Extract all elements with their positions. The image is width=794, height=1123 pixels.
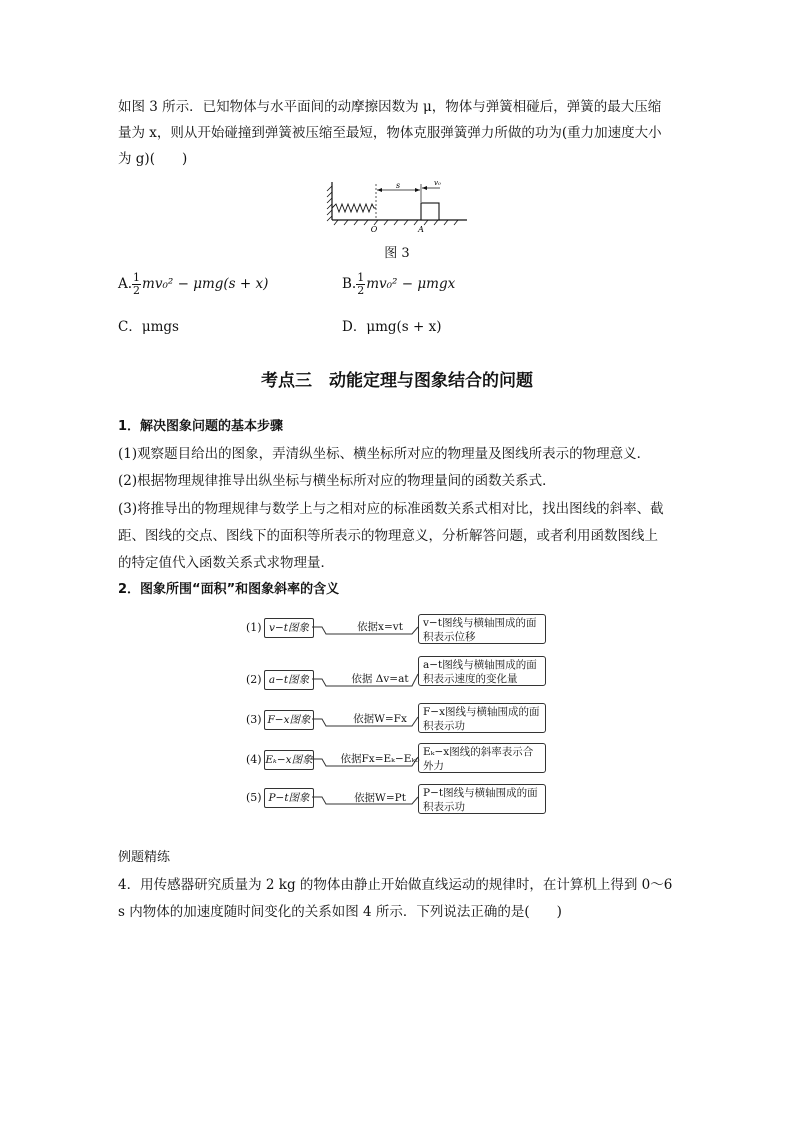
option-b[interactable]: B. $\frac{1}{2}$ mv₀² − μmgx xyxy=(342,271,456,297)
option-a[interactable]: A. $\frac{1}{2}$ mv₀² − μmg(s + x) xyxy=(118,271,269,297)
graph-type-box: P−t图象 xyxy=(264,788,314,808)
meaning-box: F−x图线与横轴围成的面积表示功 xyxy=(418,703,546,733)
point1-step3-line3: 的特定值代入函数关系式求物理量． xyxy=(118,555,334,571)
meaning-box: P−t图线与横轴围成的面积表示功 xyxy=(418,784,546,814)
q3-line-2: 量为 x，则从开始碰撞到弹簧被压缩至最短，物体克服弹簧弹力所做的功为(重力加速度大小 xyxy=(118,125,662,141)
meaning-box: v−t图线与横轴围成的面积表示位移 xyxy=(418,614,546,644)
label-O: O xyxy=(370,225,378,234)
block xyxy=(421,203,439,220)
q4-line-1: 4．用传感器研究质量为 2 kg 的物体由静止开始做直线运动的规律时，在计算机上得到 0～6 xyxy=(118,877,673,893)
diagram-row: (1) v−t图象 依据x=vt v−t图线与横轴围成的面积表示位移 xyxy=(246,614,552,644)
fraction-half: $\frac{1}{2}$ xyxy=(133,271,141,297)
diagram-row: (3) F−x图象 依据W=Fx F−x图线与横轴围成的面积表示功 xyxy=(246,703,552,733)
section-title: 考点三 动能定理与图象结合的问题 xyxy=(261,371,533,391)
figure-3-caption: 图 3 xyxy=(384,246,410,261)
q3-line-3: 为 g)( ) xyxy=(118,151,188,167)
point1-step3-line2: 距、图线的交点、图线下的面积等所表示的物理意义，分析解答问题，或者利用函数图线上 xyxy=(118,528,658,544)
example-heading: 例题精练 xyxy=(118,850,171,865)
graph-type-box: v−t图象 xyxy=(264,618,314,638)
graph-type-box: a−t图象 xyxy=(264,670,314,690)
option-c[interactable]: C．μmgs xyxy=(118,319,179,335)
label-v0: v₀ xyxy=(434,179,441,187)
q3-line-1: 如图 3 所示．已知物体与水平面间的动摩擦因数为 μ，物体与弹簧相碰后，弹簧的最大压缩 xyxy=(118,99,662,115)
graph-type-box: F−x图象 xyxy=(264,710,314,730)
q4-line-2: s 内物体的加速度随时间变化的关系如图 4 所示．下列说法正确的是( ) xyxy=(118,904,562,920)
point1-step2: (2)根据物理规律推导出纵坐标与横坐标所对应的物理量间的函数关系式． xyxy=(118,473,556,489)
point1-title: 1．解决图象问题的基本步骤 xyxy=(118,419,284,434)
figure-3-diagram xyxy=(322,176,472,238)
label-s: s xyxy=(395,181,401,190)
point1-step1: (1)观察题目给出的图象，弄清纵坐标、横坐标所对应的物理量及图线所表示的物理意义． xyxy=(118,446,651,462)
fraction-half: $\frac{1}{2}$ xyxy=(357,271,365,297)
meaning-box: a−t图线与横轴围成的面积表示速度的变化量 xyxy=(418,656,546,686)
label-A: A xyxy=(418,225,424,234)
graph-type-box: Eₖ−x图象 xyxy=(264,750,314,770)
diagram-row: (4) Eₖ−x图象 依据Fx=Eₖ−Eₖ₀ Eₖ−x图线的斜率表示合外力 xyxy=(246,743,552,773)
point1-step3-line1: (3)将推导出的物理规律与数学上与之相对应的标准函数关系式相对比，找出图线的斜率、截 xyxy=(118,501,664,517)
spring xyxy=(332,204,376,212)
diagram-row: (2) a−t图象 依据 Δv=at a−t图线与横轴围成的面积表示速度的变化量 xyxy=(246,656,552,686)
option-d[interactable]: D．μmg(s + x) xyxy=(342,319,442,335)
meaning-box: Eₖ−x图线的斜率表示合外力 xyxy=(418,743,546,773)
point2-title: 2．图象所围“面积”和图象斜率的含义 xyxy=(118,582,340,597)
diagram-row: (5) P−t图象 依据W=Pt P−t图线与横轴围成的面积表示功 xyxy=(246,784,552,814)
